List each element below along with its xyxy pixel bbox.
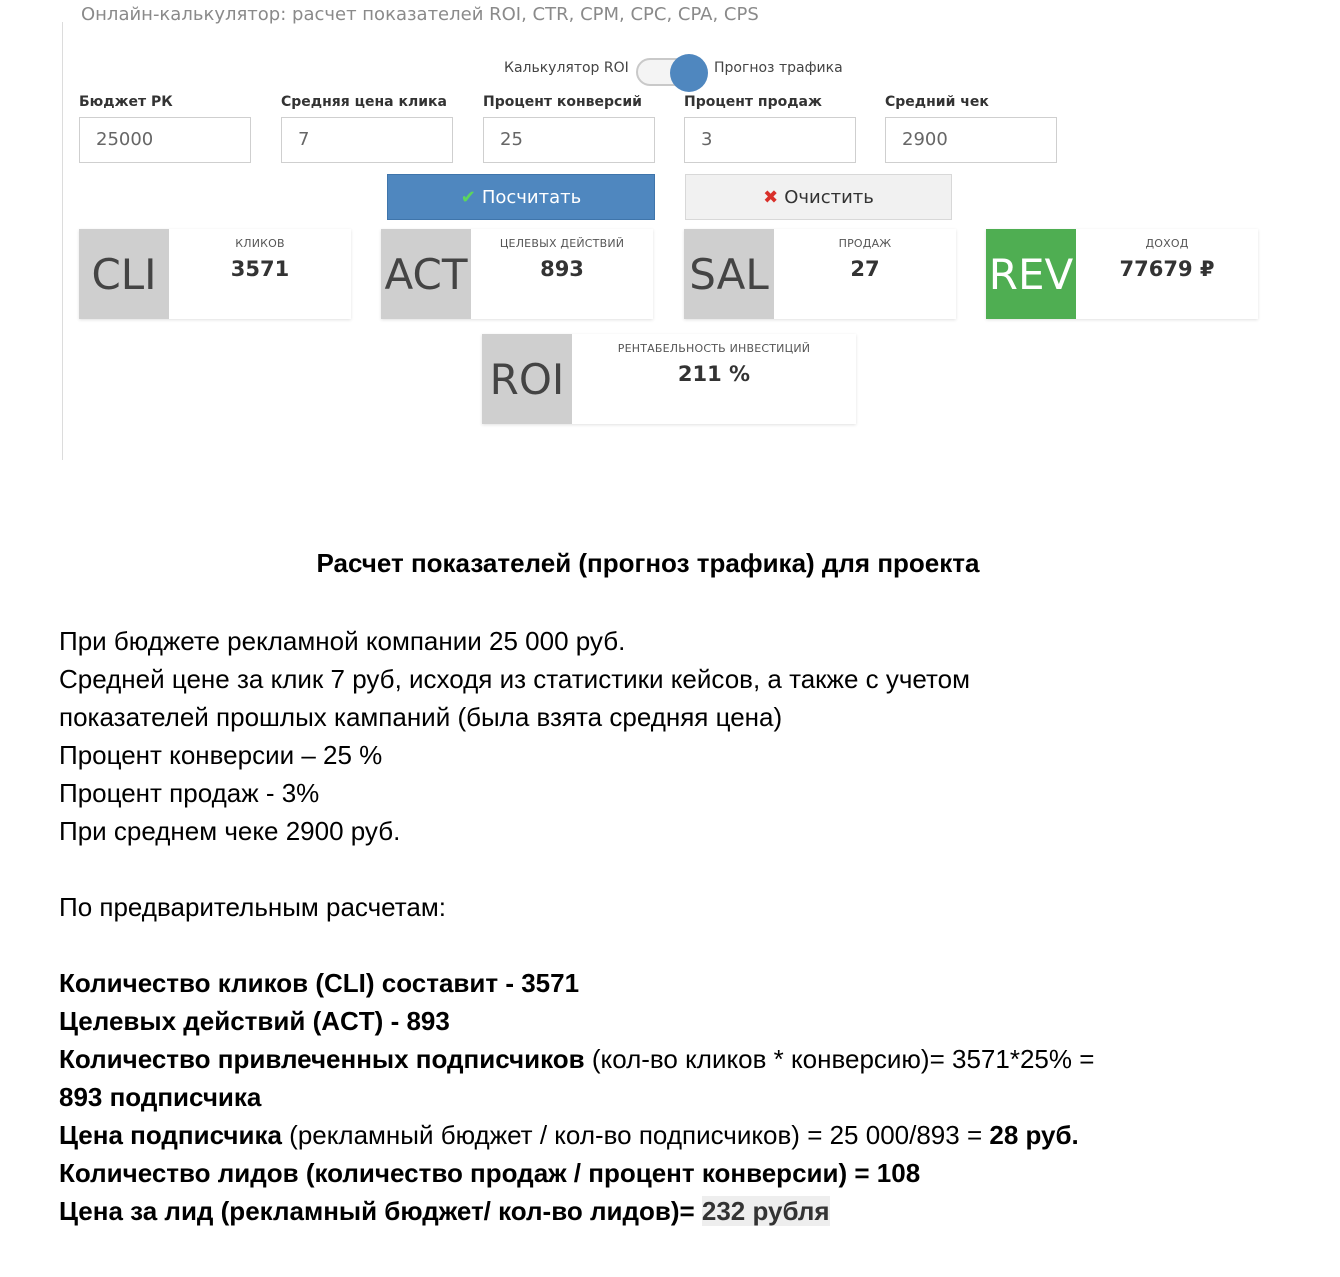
doc-line-subscriber-price <box>59 1116 1299 1154</box>
metric-card-sal <box>684 229 956 319</box>
metric-label: КЛИКОВ <box>235 237 285 250</box>
metric-code: CLI <box>79 229 169 319</box>
budget-label: Бюджет РК <box>79 94 173 110</box>
sales-percent-input[interactable]: 3 <box>684 117 856 163</box>
lead-price-result: 232 рубля <box>701 1196 830 1226</box>
doc-line-budget: При бюджете рекламной компании 25 000 руб. <box>59 626 626 656</box>
metric-value: 77679 ₽ <box>1119 257 1215 281</box>
avg-check-label: Средний чек <box>885 94 989 110</box>
panel-header-partial: Онлайн-калькулятор: расчет показателей ROI, CTR, CPM, CPC, CPA, CPS <box>81 4 759 25</box>
metric-value: 893 <box>540 257 584 281</box>
calculator-panel <box>62 4 1243 460</box>
metric-card-act <box>381 229 653 319</box>
doc-title: Расчет показателей (прогноз трафика) для проекта <box>316 548 980 578</box>
conversion-percent-label: Процент конверсий <box>483 94 642 110</box>
toggle-label-roi[interactable]: Калькулятор ROI <box>504 60 629 76</box>
metric-value: 211 % <box>677 362 751 386</box>
subscriber-price-formula: (рекламный бюджет / кол-во подписчиков) = 25 000/893 = <box>281 1120 990 1150</box>
budget-input[interactable]: 25000 <box>79 117 251 163</box>
metric-card-cli <box>79 229 351 319</box>
doc-line-lead-price <box>59 1192 1299 1230</box>
clear-button-label: Очистить <box>784 186 874 208</box>
calculate-button[interactable] <box>387 174 655 220</box>
doc-line-actions: Целевых действий (ACT) - 893 <box>59 1006 450 1036</box>
clear-button[interactable] <box>685 174 952 220</box>
doc-line-preliminary: По предварительным расчетам: <box>59 892 446 922</box>
metric-value: 27 <box>850 257 880 281</box>
check-icon: ✔ <box>460 186 476 208</box>
doc-line-leads: Количество лидов (количество продаж / процент конверсии) = 108 <box>59 1158 921 1188</box>
sales-percent-label: Процент продаж <box>684 94 822 110</box>
metric-code: REV <box>986 229 1076 319</box>
avg-click-price-label: Средняя цена клика <box>281 94 448 110</box>
doc-line-avg-check: При среднем чеке 2900 руб. <box>59 816 401 846</box>
metric-value: 3571 <box>230 257 290 281</box>
subscriber-price-result: 28 руб. <box>989 1120 1079 1150</box>
mode-toggle-switch[interactable] <box>636 58 706 86</box>
metric-code: ROI <box>482 334 572 424</box>
toggle-label-traffic[interactable]: Прогноз трафика <box>714 60 843 76</box>
doc-blank <box>59 926 1299 964</box>
calculate-button-label: Посчитать <box>481 186 582 208</box>
close-icon: ✖ <box>763 186 779 208</box>
conversion-percent-input[interactable]: 25 <box>483 117 655 163</box>
doc-blank <box>59 850 1299 888</box>
lead-price-bold: Цена за лид (рекламный бюджет/ кол-во лидов)= <box>59 1196 702 1226</box>
toggle-knob[interactable] <box>670 54 708 92</box>
doc-body <box>59 622 1299 1230</box>
metric-card-roi <box>482 334 856 424</box>
metric-label: ПРОДАЖ <box>838 237 892 250</box>
subscribers-formula: (кол-во кликов * конверсию)= 3571*25% = <box>584 1044 1095 1074</box>
avg-check-input[interactable]: 2900 <box>885 117 1057 163</box>
doc-line-subscribers <box>59 1040 1299 1078</box>
metric-code: SAL <box>684 229 774 319</box>
metric-label: ДОХОД <box>1145 237 1189 250</box>
doc-line-sales: Процент продаж - 3% <box>59 778 320 808</box>
doc-line-click-price: Средней цене за клик 7 руб, исходя из статистики кейсов, а также с учетом <box>59 664 970 694</box>
doc-line-subscribers-result: 893 подписчика <box>59 1082 262 1112</box>
doc-line-click-price-cont: показателей прошлых кампаний (была взята средняя цена) <box>59 702 783 732</box>
avg-click-price-input[interactable]: 7 <box>281 117 453 163</box>
doc-line-clicks: Количество кликов (CLI) составит - 3571 <box>59 968 580 998</box>
metric-card-rev <box>986 229 1258 319</box>
metric-label: РЕНТАБЕЛЬНОСТЬ ИНВЕСТИЦИЙ <box>617 342 811 355</box>
metric-label: ЦЕЛЕВЫХ ДЕЙСТВИЙ <box>499 237 625 250</box>
doc-line-conversion: Процент конверсии – 25 % <box>59 740 383 770</box>
subscriber-price-bold: Цена подписчика <box>59 1120 282 1150</box>
mode-toggle-row <box>63 58 1243 88</box>
metric-code: ACT <box>381 229 471 319</box>
subscribers-bold: Количество привлеченных подписчиков <box>59 1044 585 1074</box>
